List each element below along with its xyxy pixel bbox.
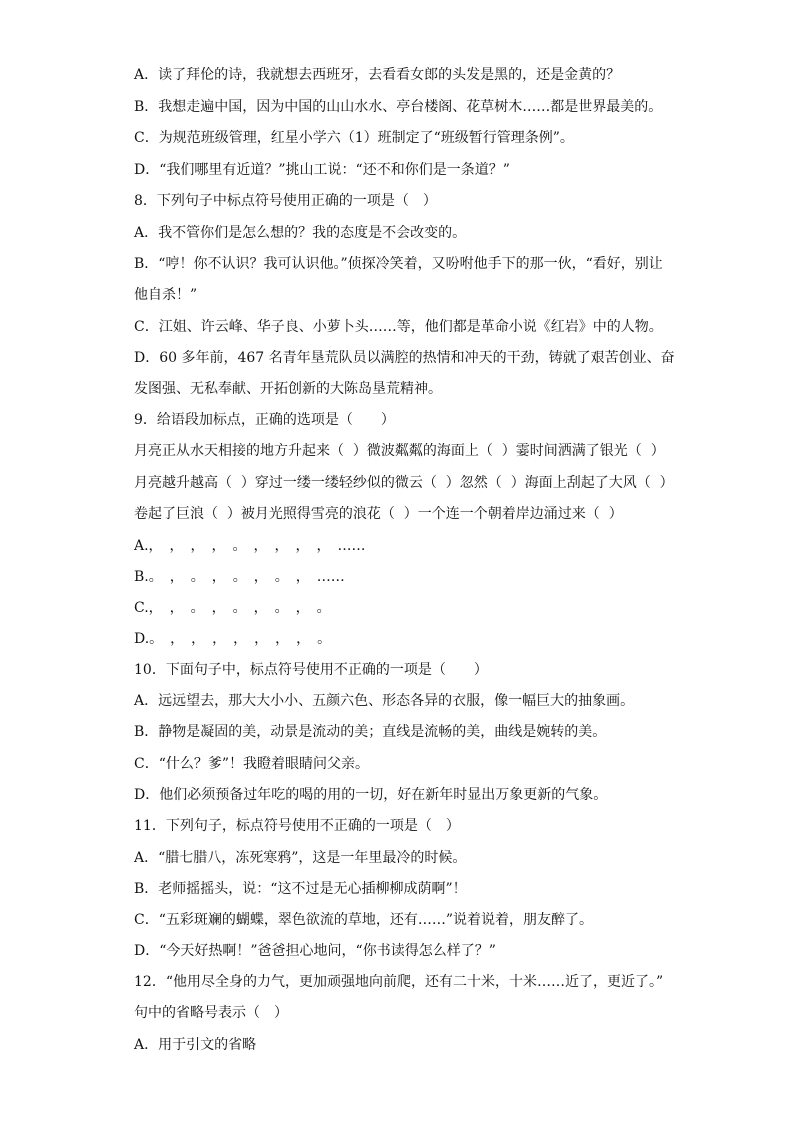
q7-option-d: D．“我们哪里有近道？”挑山工说：“还不和你们是一条道？” [134, 162, 510, 178]
q9-passage-line-2: 月亮越升越高（ ）穿过一缕一缕轻纱似的微云（ ）忽然（ ）海面上刮起了大风（ ） [134, 475, 674, 491]
q11-option-c: C．“五彩斑斓的蝴蝶，翠色欲流的草地，还有……”说着说着，朋友醉了。 [134, 912, 594, 928]
q8-stem: 8．下列句子中标点符号使用正确的一项是（ ） [134, 193, 437, 209]
q8-option-d: D．60 多年前，467 名青年垦荒队员以满腔的热情和冲天的干劲，铸就了艰苦创业、奋 [134, 350, 675, 366]
q9-option-b: B.。 ， 。 ， 。 ， 。 ， …… [134, 569, 345, 585]
q7-option-c: C．为规范班级管理，红星小学六（1）班制定了“班级暂行管理条例”。 [134, 130, 574, 146]
q8-option-b: B．“哼！你不认识？我可认识他。”侦探冷笑着，又吩咐他手下的那一伙，“看好，别让 [134, 256, 663, 272]
q12-stem: 12．“他用尽全身的力气，更加顽强地向前爬，还有二十米，十米……近了，更近了。” [134, 974, 664, 990]
q10-option-d: D．他们必须预备过年吃的喝的用的一切，好在新年时显出万象更新的气象。 [134, 787, 608, 803]
q8-option-c: C．江姐、许云峰、华子良、小萝卜头……等，他们都是革命小说《红岩》中的人物。 [134, 319, 663, 335]
q10-option-c: C．“什么？爹”！我瞪着眼睛问父亲。 [134, 756, 370, 772]
q9-option-c: C.， ， 。 ， 。 ， 。 ， 。 [134, 600, 331, 616]
q10-option-b: B．静物是凝固的美，动景是流动的美；直线是流畅的美，曲线是婉转的美。 [134, 724, 607, 740]
q7-option-b: B．我想走遍中国，因为中国的山山水水、亭台楼阁、花草树木……都是世界最美的。 [134, 99, 663, 115]
q11-option-a: A．“腊七腊八，冻死寒鸦”，这是一年里最冷的时候。 [134, 850, 467, 866]
q9-passage-line-1: 月亮正从水天相接的地方升起来（ ）微波粼粼的海面上（ ）霎时间洒满了银光（ ） [134, 443, 665, 459]
q10-stem: 10．下面句子中，标点符号使用不正确的一项是（ ） [134, 662, 488, 678]
q8-option-a: A．我不管你们是怎么想的？我的态度是不会改变的。 [134, 225, 467, 241]
q9-option-d: D.。 ， ， ， ， ， ， ， 。 [134, 631, 332, 647]
q9-option-a: A.， ， ， ， 。 ， ， ， ， …… [134, 538, 366, 554]
q8-option-d-cont: 发图强、无私奉献、开拓创新的大陈岛垦荒精神。 [134, 381, 442, 397]
q9-passage-line-3: 卷起了巨浪（ ）被月光照得雪亮的浪花（ ）一个连一个朝着岸边涌过来（ ） [134, 506, 623, 522]
q11-option-b: B．老师摇摇头，说：“这不过是无心插柳柳成荫啊”！ [134, 881, 467, 897]
q7-option-a: A．读了拜伦的诗，我就想去西班牙，去看看女郎的头发是黑的，还是金黄的？ [134, 67, 621, 83]
q12-stem-cont: 句中的省略号表示（ ） [134, 1005, 288, 1021]
q9-stem: 9．给语段加标点，正确的选项是（ ） [134, 412, 395, 428]
q10-option-a: A．远远望去，那大大小小、五颜六色、形态各异的衣服，像一幅巨大的抽象画。 [134, 693, 635, 709]
q12-option-a: A．用于引文的省略 [134, 1037, 257, 1053]
q11-stem: 11．下列句子，标点符号使用不正确的一项是（ ） [134, 818, 460, 834]
q11-option-d: D．“今天好热啊！”爸爸担心地问，“你书读得怎么样了？” [134, 943, 496, 959]
q8-option-b-cont: 他自杀！” [134, 287, 198, 303]
